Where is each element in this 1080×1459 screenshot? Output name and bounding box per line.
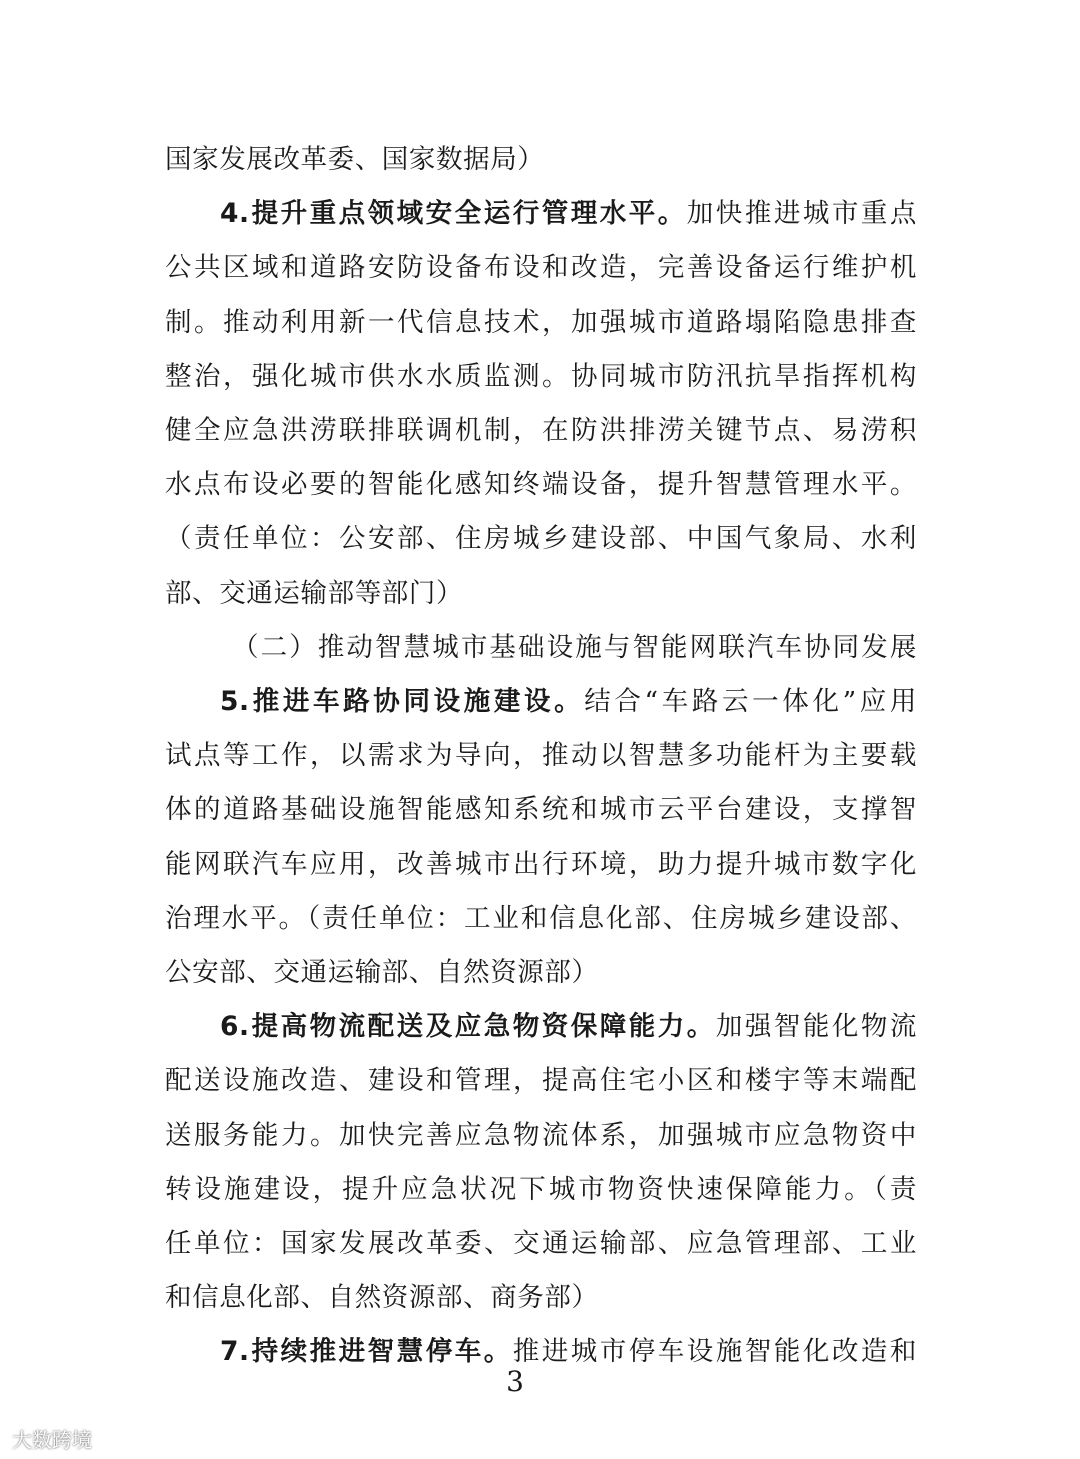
text-line	[165, 1116, 917, 1156]
line-text: 国家发展改革委、国家数据局）	[165, 144, 545, 175]
line-text: 部、交通运输部等部门）	[165, 577, 464, 609]
bold-heading: 4.提升重点领域安全运行管理水平。	[220, 198, 687, 230]
text-line	[165, 1224, 917, 1264]
line-text: 结合“车路云一体化”应用	[584, 686, 918, 717]
line-text: 加强智能化物流	[715, 1011, 918, 1043]
line-text: 制。推动利用新一代信息技术，加强城市道路塌陷隐患排查	[165, 306, 917, 338]
line-text: 整治，强化城市供水水质监测。协同城市防汛抗旱指挥机构	[165, 360, 917, 392]
line-text: 能网联汽车应用，改善城市出行环境，助力提升城市数字化	[165, 848, 917, 880]
text-line	[165, 574, 917, 614]
text-line	[165, 519, 917, 559]
text-line	[165, 1061, 917, 1101]
line-text: （二）推动智慧城市基础设施与智能网联汽车协同发展	[232, 631, 917, 663]
line-text: 配送设施改造、建设和管理，提高住宅小区和楼宇等末端配	[165, 1065, 917, 1097]
text-line	[165, 303, 917, 343]
text-line	[232, 628, 917, 668]
text-line	[165, 1278, 917, 1318]
line-text: （责任单位：公安部、住房城乡建设部、中国气象局、水利	[165, 523, 917, 555]
text-line	[165, 465, 917, 505]
text-line	[165, 845, 917, 885]
text-line	[165, 411, 917, 451]
watermark-logo: 大数跨境	[12, 1428, 92, 1452]
bold-heading: 7.持续推进智慧停车。	[220, 1336, 513, 1368]
text-line	[165, 899, 917, 939]
text-line	[220, 1007, 917, 1047]
line-text: 健全应急洪涝联排联调机制，在防洪排涝关键节点、易涝积	[165, 415, 917, 446]
text-line	[165, 1170, 917, 1210]
text-line	[165, 736, 917, 776]
line-text: 治理水平。（责任单位：工业和信息化部、住房城乡建设部、	[165, 902, 917, 934]
line-text: 推进城市停车设施智能化改造和	[512, 1336, 917, 1368]
text-line	[220, 682, 917, 722]
text-line	[165, 357, 917, 397]
text-line	[165, 248, 917, 288]
bold-heading: 5.推进车路协同设施建设。	[220, 686, 585, 717]
text-line	[165, 790, 917, 830]
line-text: 送服务能力。加快完善应急物流体系，加强城市应急物资中	[165, 1119, 917, 1151]
text-line	[165, 140, 917, 180]
page-number: 3	[506, 1365, 524, 1398]
line-text: 任单位：国家发展改革委、交通运输部、应急管理部、工业	[165, 1228, 917, 1259]
line-text: 体的道路基础设施智能感知系统和城市云平台建设，支撑智	[165, 794, 917, 826]
line-text: 和信息化部、自然资源部、商务部）	[165, 1282, 599, 1314]
line-text: 公共区域和道路安防设备布设和改造，完善设备运行维护机	[165, 252, 917, 284]
line-text: 加快推进城市重点	[686, 198, 917, 230]
line-text: 公安部、交通运输部、自然资源部）	[165, 957, 599, 988]
line-text: 试点等工作，以需求为导向，推动以智慧多功能杆为主要载	[165, 740, 917, 772]
bold-heading: 6.提高物流配送及应急物资保障能力。	[220, 1011, 716, 1043]
line-text: 转设施建设，提升应急状况下城市物资快速保障能力。（责	[165, 1173, 917, 1205]
text-line	[165, 953, 917, 993]
text-line	[220, 194, 917, 234]
line-text: 水点布设必要的智能化感知终端设备，提升智慧管理水平。	[165, 469, 917, 501]
